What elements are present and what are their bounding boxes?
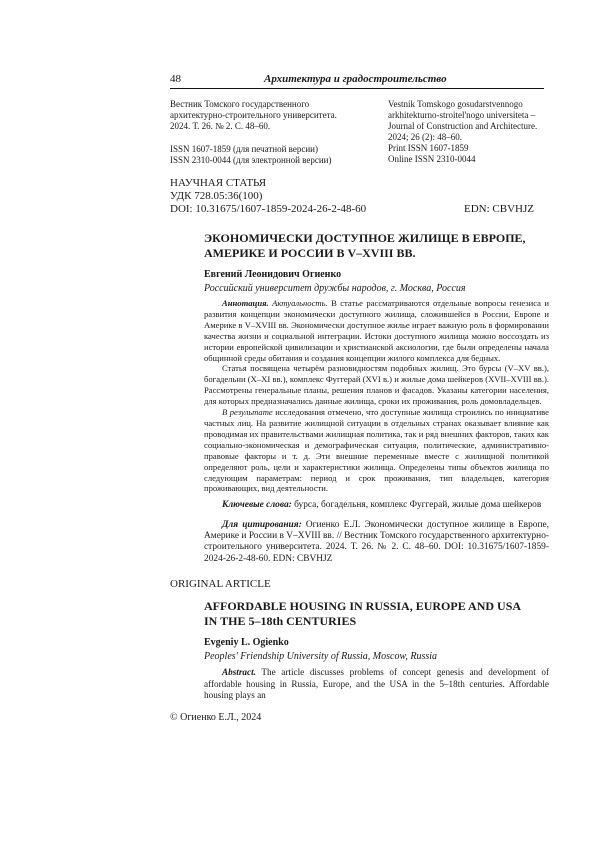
abstract-paragraph <box>204 407 549 494</box>
keywords-label: Ключевые слова: <box>222 500 292 510</box>
pub-info-line: Вестник Томского государственного <box>170 99 310 109</box>
keywords-text: бурса, богадельня, комплекс Фуггерай, жилые дома шейкеров <box>294 500 542 510</box>
pub-info-line: Online ISSN 2310-0044 <box>388 154 476 164</box>
pub-info-line: 2024. Т. 26. № 2. С. 48–60. <box>170 121 271 131</box>
abstract-text: В статье рассматриваются отдельные вопросы генезиса и развития концепции экономически доступного жилища, сложившейся в России, Европе и Америке в V–XVIII вв. Экономически доступное жилье играет важную роль в формировании качества жизни и социальной интеграции. Истоки доступного жилища можно воссоздать из истории европейской цивилизации и христианской аксиологии, где были определены начала общинной среды обитания и создания концепции жилого комплекса для бедных. <box>204 298 549 363</box>
abstract-text: исследования отмечено, что доступные жилища строились по инициативе частных лиц. На развитие жилищной ситуации в отдельных странах оказывает влияние как проводимая их правительствами жилищная политика, так и ряд внешних факторов, таких как социально-экономическая и демографическая ситуация, политические, административно-правовые факторы и т. д. Эти внешние переменные вместе с жилищной политикой определяют роль, цели и характеристики жилища. Определены типы объектов жилища по следующим параметрам: период и срок проживания, тип владельцев, категория проживающих, вид деятельности. <box>204 407 549 494</box>
relevance-label: Актуальность. <box>272 298 328 308</box>
page-number: 48 <box>170 73 181 85</box>
abstract-paragraph: Статья посвящена четырём разновидностям подобных жилищ. Это бурсы (V–XV вв.), богадельни (X–XI вв.), комплекс Фуггерай (XVI в.) и жилые дома шейкеров (XVII–XVIII вв.). Рассмотрены генеральные планы, решения планов и фасадов. Указаны категории населения, для которых предназначались данные жилища, сроки их проживания, роль домовладельцев. <box>204 363 549 407</box>
edn: EDN: CBVHJZ <box>464 203 534 215</box>
pub-info-line: arkhitekturno-stroitel'nogo universiteta – <box>388 110 536 120</box>
article-title-en <box>204 599 549 629</box>
citation-ru <box>204 520 549 565</box>
abstract-text-en: The article discusses problems of concept genesis and development of affordable housing in Russia, Europe, and the USA in the 5–18th centuries. Affordable housing plays an <box>204 667 549 701</box>
article-type-ru: НАУЧНАЯ СТАТЬЯ <box>170 177 267 189</box>
citation-label: Для цитирования: <box>222 520 302 530</box>
author-affiliation-ru: Российский университет дружбы народов, г. Москва, Россия <box>204 283 466 294</box>
issn-info-ru <box>170 144 385 166</box>
pub-info-line: 2024; 26 (2): 48–60. <box>388 132 462 142</box>
journal-title: Архитектура и градостроительство <box>264 73 447 85</box>
abstract-paragraph <box>204 667 549 702</box>
author-name-ru: Евгений Леонидович Огиенко <box>204 269 342 280</box>
title-line: IN THE 5–18th CENTURIES <box>204 614 357 628</box>
abstract-label-en: Abstract. <box>222 667 256 677</box>
title-line: АМЕРИКЕ И РОССИИ В V–XVIII ВВ. <box>204 246 416 260</box>
title-line: AFFORDABLE HOUSING IN RUSSIA, EUROPE AND USA <box>204 599 522 613</box>
issn-print: ISSN 1607-1859 (для печатной версии) <box>170 144 318 154</box>
publication-info-ru <box>170 99 385 132</box>
pub-info-line: Print ISSN 1607-1859 <box>388 143 469 153</box>
article-type-en: ORIGINAL ARTICLE <box>170 578 271 590</box>
pub-info-line: архитектурно-строительного университета. <box>170 110 337 120</box>
keywords-ru <box>204 500 549 512</box>
copyright-notice: © Огиенко Е.Л., 2024 <box>170 712 262 723</box>
title-line: ЭКОНОМИЧЕСКИ ДОСТУПНОЕ ЖИЛИЩЕ В ЕВРОПЕ, <box>204 231 526 245</box>
abstract-label: Аннотация. <box>222 298 269 308</box>
abstract-paragraph <box>204 298 549 363</box>
running-header <box>170 72 544 89</box>
author-affiliation-en: Peoples' Friendship University of Russia, Moscow, Russia <box>204 651 438 662</box>
results-label: В результате <box>222 407 273 418</box>
pub-info-line: Journal of Construction and Architecture. <box>388 121 538 131</box>
citation-text: Огиенко Е.Л. Экономически доступное жилище в Европе, Америке и России в V–XVIII вв. // Вестник Томского государственного архитектурно-строительного университета. 2024. Т. 26. № 2. С. 48–60. DOI: 10.31675/1607-1859-2024-26-2-48-60. EDN: CBVHJZ <box>204 520 550 564</box>
author-name-en: Evgeniy L. Ogienko <box>204 637 289 648</box>
abstract-ru <box>204 298 549 494</box>
article-title-ru <box>204 231 549 261</box>
publication-info-en <box>388 99 548 165</box>
udc-code: УДК 728.05:36(100) <box>170 190 263 202</box>
doi: DOI: 10.31675/1607-1859-2024-26-2-48-60 <box>170 203 367 215</box>
issn-online: ISSN 2310-0044 (для электронной версии) <box>170 155 332 165</box>
abstract-en <box>204 667 549 702</box>
pub-info-line: Vestnik Tomskogo gosudarstvennogo <box>388 99 523 109</box>
